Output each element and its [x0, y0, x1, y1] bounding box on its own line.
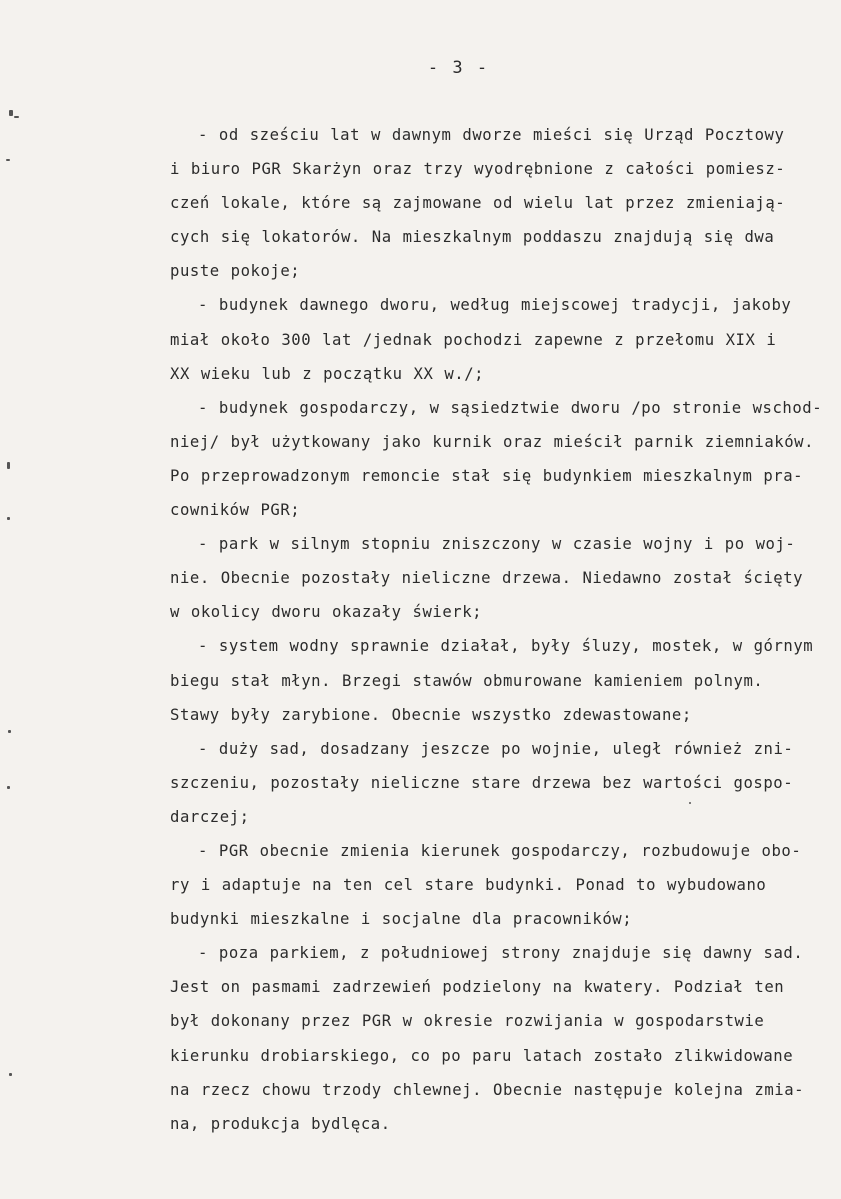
text-line: Stawy były zarybione. Obecnie wszystko zdewastowane;: [170, 705, 692, 724]
scan-mark: [7, 786, 10, 789]
text-line: - PGR obecnie zmienia kierunek gospodarczy, rozbudowuje obo-: [198, 841, 802, 860]
text-line: w okolicy dworu okazały świerk;: [170, 603, 483, 622]
text-line: był dokonany przez PGR w okresie rozwijania w gospodarstwie: [170, 1012, 765, 1031]
body-text: [170, 118, 823, 1141]
text-line: - od sześciu lat w dawnym dworze mieści się Urząd Pocztowy: [198, 126, 785, 144]
text-line: nie. Obecnie pozostały nieliczne drzewa. Niedawno został ścięty: [170, 569, 804, 588]
text-line: biegu stał młyn. Brzegi stawów obmurowane kamieniem polnym.: [170, 671, 764, 690]
text-line: cych się lokatorów. Na mieszkalnym poddaszu znajdują się dwa: [170, 228, 775, 247]
text-line: ry i adaptuje na ten cel stare budynki. Ponad to wybudowano: [170, 876, 767, 895]
text-line: i biuro PGR Skarżyn oraz trzy wyodrębnione z całości pomiesz-: [170, 160, 786, 179]
text-line: Jest on pasmami zadrzewień podzielony na kwatery. Podział ten: [170, 978, 785, 997]
text-line: - budynek gospodarczy, w sąsiedztwie dworu /po stronie wschod-: [198, 398, 823, 417]
scan-mark: [7, 462, 10, 469]
page-number: - 3 -: [427, 58, 490, 78]
text-line: - park w silnym stopniu zniszczony w czasie wojny i po woj-: [198, 535, 796, 554]
text-line: - budynek dawnego dworu, według miejscowej tradycji, jakoby: [198, 296, 792, 315]
text-line: XX wieku lub z początku XX w./;: [170, 364, 485, 383]
text-line: Po przeprowadzonym remoncie stał się budynkiem mieszkalnym pra-: [170, 466, 804, 485]
text-line: cowników PGR;: [170, 501, 301, 520]
scan-mark: [9, 110, 13, 116]
text-line: niej/ był użytkowany jako kurnik oraz mieścił parnik ziemniaków.: [170, 432, 815, 451]
text-line: czeń lokale, które są zajmowane od wielu lat przez zmieniają-: [170, 194, 786, 213]
scan-mark: [6, 159, 10, 161]
text-line: darczej;: [170, 807, 250, 826]
text-line: - duży sad, dosadzany jeszcze po wojnie, uległ również zni-: [198, 739, 794, 758]
text-line: na, produkcja bydlęca.: [170, 1114, 391, 1133]
scan-mark: [8, 730, 11, 733]
scan-mark: [9, 1073, 12, 1076]
scan-mark: [14, 116, 19, 118]
text-line: - poza parkiem, z południowej strony znajduje się dawny sad.: [198, 944, 804, 963]
text-line: - system wodny sprawnie działał, były śluzy, mostek, w górnym: [198, 637, 814, 656]
text-line: szczeniu, pozostały nieliczne stare drzewa bez wartości gospo-: [170, 773, 794, 792]
text-line: miał około 300 lat /jednak pochodzi zapewne z przełomu XIX i: [170, 330, 777, 349]
text-line: na rzecz chowu trzody chlewnej. Obecnie następuje kolejna zmia-: [170, 1080, 805, 1099]
text-line: kierunku drobiarskiego, co po paru latach zostało zlikwidowane: [170, 1046, 794, 1065]
text-line: budynki mieszkalne i socjalne dla pracowników;: [170, 910, 633, 929]
scan-mark: [7, 517, 10, 520]
text-line: puste pokoje;: [170, 262, 301, 281]
